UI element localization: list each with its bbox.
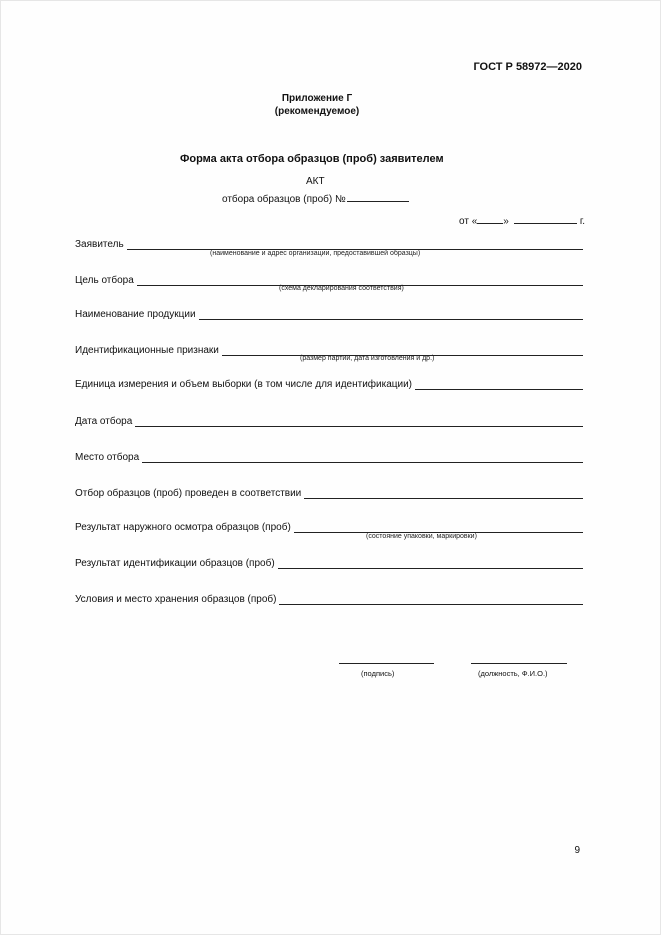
field-storage-conditions — [75, 591, 583, 605]
field-label: Дата отбора — [75, 416, 133, 427]
field-label: Заявитель — [75, 239, 124, 250]
field-input[interactable] — [142, 450, 583, 463]
act-title: АКТ — [306, 176, 325, 187]
date-day-field[interactable] — [477, 214, 503, 224]
field-hint: (схема декларирования соответствия) — [279, 285, 404, 292]
field-label: Место отбора — [75, 452, 140, 463]
field-input[interactable] — [279, 592, 583, 605]
date-row — [459, 214, 585, 227]
field-identification-features — [75, 342, 583, 356]
act-number-row — [222, 191, 409, 205]
date-month-field[interactable] — [514, 214, 577, 224]
field-applicant — [75, 236, 583, 250]
field-hint: (размер партии, дата изготовления и др.) — [300, 355, 435, 362]
form-title: Форма акта отбора образцов (проб) заявителем — [180, 153, 444, 165]
field-label: Наименование продукции — [75, 309, 196, 320]
act-number-field[interactable] — [347, 191, 409, 202]
appendix-title: Приложение Г — [281, 93, 353, 104]
standard-id: ГОСТ Р 58972—2020 — [473, 61, 582, 73]
field-identification-result — [75, 555, 583, 569]
field-input[interactable] — [127, 237, 583, 250]
field-visual-inspection — [75, 519, 583, 533]
field-input[interactable] — [415, 377, 583, 390]
field-sampling-compliance — [75, 485, 583, 499]
field-input[interactable] — [294, 520, 583, 533]
field-sampling-date — [75, 413, 583, 427]
field-hint: (наименование и адрес организации, предоставившей образцы) — [210, 250, 421, 257]
field-input[interactable] — [278, 556, 583, 569]
appendix-status: (рекомендуемое) — [274, 106, 360, 117]
field-sampling-place — [75, 449, 583, 463]
field-label: Условия и место хранения образцов (проб) — [75, 594, 277, 605]
field-label: Идентификационные признаки — [75, 345, 219, 356]
field-label: Цель отбора — [75, 275, 134, 286]
date-year-suffix: г. — [579, 216, 586, 227]
date-quote-close: » — [503, 216, 509, 227]
field-label: Результат наружного осмотра образцов (проб) — [75, 522, 291, 533]
field-hint: (состояние упаковки, маркировки) — [366, 533, 477, 540]
appendix-heading — [217, 92, 417, 118]
position-name-hint: (должность, Ф.И.О.) — [478, 669, 548, 678]
field-unit-and-sample-size — [75, 376, 583, 390]
signature-line[interactable] — [339, 663, 434, 664]
field-input[interactable] — [199, 307, 583, 320]
field-label: Результат идентификации образцов (проб) — [75, 558, 275, 569]
signature-hint: (подпись) — [361, 669, 395, 678]
field-input[interactable] — [304, 486, 583, 499]
position-name-line[interactable] — [471, 663, 567, 664]
field-label: Отбор образцов (проб) проведен в соответствии — [75, 488, 302, 499]
field-purpose — [75, 272, 583, 286]
field-input[interactable] — [135, 414, 583, 427]
date-from-label: от « — [459, 216, 478, 227]
act-subtitle: отбора образцов (проб) № — [222, 194, 346, 205]
field-product-name — [75, 306, 583, 320]
page-number: 9 — [574, 845, 580, 856]
field-label: Единица измерения и объем выборки (в том числе для идентификации) — [75, 379, 412, 390]
